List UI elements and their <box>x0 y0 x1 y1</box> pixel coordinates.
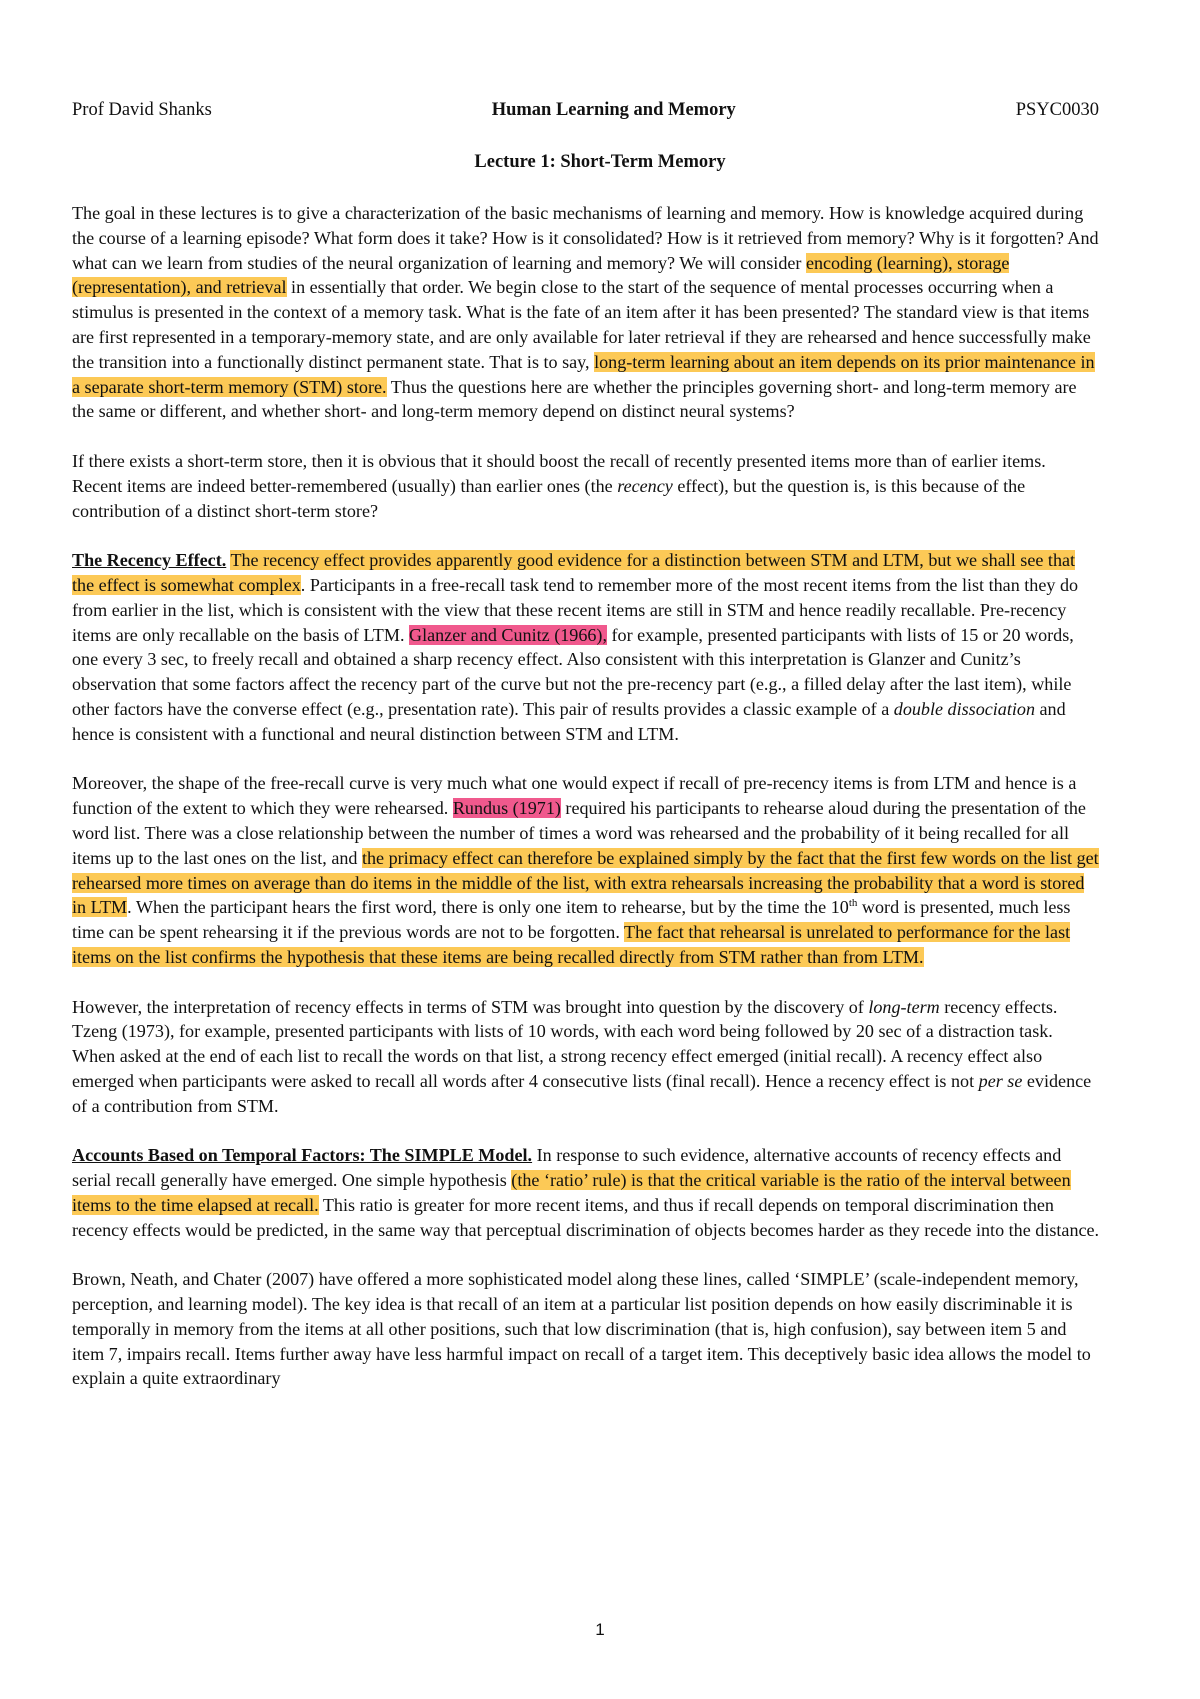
text-run: recency effects. Tzeng (1973), for example, presented participants with lists of 10 words, with each word being followed by 20 sec of a distraction task. When asked at the end of each list to recall the words on that list, a strong recency effect emerged (initial recall). A recency effect also emerged when participants were asked to recall all words after 4 consecutive lists (final recall). Hence a recency effect is not <box>72 996 1058 1091</box>
text-run: Thus the questions here are whether the principles governing short- and long-term memory are the same or different, and whether short- and long-term memory depend on distinct neural systems? <box>72 376 1077 422</box>
paragraph-intro <box>72 201 1100 424</box>
course-code: PSYC0030 <box>1015 100 1099 120</box>
highlighted-text: encoding (learning), storage (representation), and retrieval <box>72 252 1010 298</box>
superscript: th <box>848 897 858 910</box>
paragraph-short-term-store <box>72 449 1100 523</box>
highlighted-text: The fact that rehearsal is unrelated to performance for the last items on the list confirms the hypothesis that these items are being recalled directly from STM rather than from LTM. <box>72 922 1071 967</box>
paragraph-temporal-factors <box>72 1143 1100 1242</box>
paragraph-long-term-recency <box>72 995 1100 1119</box>
document-body <box>72 201 1100 1416</box>
text-run: required his participants to rehearse aloud during the presentation of the word list. There was a close relationship between the number of times a word was rehearsed and the probability of it being recalled for all items up to the last ones on the list, and <box>72 798 1086 868</box>
text-run: effect), but the question is, is this because of the contribution of a distinct short-term store? <box>72 475 1026 521</box>
italic-term: per se <box>978 1070 1023 1091</box>
text-run: evidence of a contribution from STM. <box>72 1070 1092 1116</box>
text-run: and hence is consistent with a functional and neural distinction between STM and LTM. <box>72 698 1066 744</box>
text-run: If there exists a short-term store, then it is obvious that it should boost the recall of recently presented items more than of earlier items. Recent items are indeed better-remembered (usually) than earlier ones (the <box>72 450 1046 496</box>
text-run: in essentially that order. We begin close to the start of the sequence of mental processes occurring when a stimulus is presented in the context of a memory task. What is the fate of an item after it has been presented? The standard view is that items are first represented in a temporary-memory state, and are only available for later retrieval if they are rehearsed and hence successfully make the transition into a functionally distinct permanent state. That is to say, <box>72 277 1091 372</box>
page-number: 1 <box>595 1620 605 1639</box>
course-title: Human Learning and Memory <box>491 100 736 120</box>
text-run: This ratio is greater for more recent items, and thus if recall depends on temporal discrimination then recency effects would be predicted, in the same way that perceptual discrimination of objects becomes harder as they recede into the distance. <box>72 1194 1100 1240</box>
text-run: The goal in these lectures is to give a characterization of the basic mechanisms of learning and memory. How is knowledge acquired during the course of a learning episode? What form does it take? How is it consolidated? How is it retrieved from memory? Why is it forgotten? And what can we learn from studies of the neural organization of learning and memory? We will consider <box>72 203 1099 273</box>
text-run: Brown, Neath, and Chater (2007) have offered a more sophisticated model along these lines, called ‘SIMPLE’ (scale-independent memory, perception, and learning model). The key idea is that recall of an item at a particular list position depends on how easily discriminable it is temporally in memory from the items at all other positions, such that low discrimination (that is, high confusion), say between item 5 and item 7, impairs recall. Items further away have less harmful impact on recall of a target item. This deceptively basic idea allows the model to explain a quite extraordinary <box>72 1269 1091 1389</box>
text-run: However, the interpretation of recency effects in terms of STM was brought into question by the discovery of <box>72 996 869 1017</box>
section-heading: The Recency Effect. <box>72 550 227 571</box>
reference-highlight: Rundus (1971) <box>452 798 561 819</box>
text-run: word is presented, much less time can be spent rehearsing it if the previous words are not to be forgotten. <box>72 897 1071 943</box>
lecture-title: Lecture 1: Short-Term Memory <box>474 152 726 172</box>
page-header <box>72 100 1099 121</box>
section-heading: Accounts Based on Temporal Factors: The SIMPLE Model. <box>72 1145 533 1166</box>
highlighted-text: long-term learning about an item depends on its prior maintenance in a separate short-term memory (STM) store. <box>72 351 1095 397</box>
reference-highlight: Glanzer and Cunitz (1966), <box>409 624 607 645</box>
highlighted-text: the primacy effect can therefore be explained simply by the fact that the first few words on the list get rehearsed more times on average than do items in the middle of the list, with extra rehearsals increasing the probability that a word is stored in LTM <box>72 847 1099 918</box>
paragraph-recency-effect <box>72 548 1100 746</box>
italic-term: recency <box>617 475 673 496</box>
text-run: . Participants in a free-recall task tend to remember more of the most recent items from the list than they do from earlier in the list, which is consistent with the view that these recent items are still in STM and hence readily recallable. Pre-recency items are only recallable on the basis of LTM. <box>72 574 1079 645</box>
italic-term: double dissociation <box>893 698 1035 719</box>
highlighted-text: The recency effect provides apparently good evidence for a distinction between STM and LTM, but we shall see that the effect is somewhat complex <box>72 550 1076 595</box>
text-run: Moreover, the shape of the free-recall curve is very much what one would expect if recall of pre-recency items is from LTM and hence is a function of the extent to which they were rehearsed. <box>72 773 1077 819</box>
highlighted-text: (the ‘ratio’ rule) is that the critical variable is the ratio of the interval between items to the time elapsed at recall. <box>72 1170 1071 1215</box>
text-run: In response to such evidence, alternative accounts of recency effects and serial recall generally have emerged. One simple hypothesis <box>72 1145 1062 1191</box>
text-run: . When the participant hears the first word, there is only one item to rehearse, but by the time the 10 <box>127 897 849 918</box>
paragraph-simple-model <box>72 1267 1100 1391</box>
paragraph-rehearsal <box>72 771 1100 969</box>
text-run: for example, presented participants with lists of 15 or 20 words, one every 3 sec, to freely recall and obtained a sharp recency effect. Also consistent with this interpretation is Glanzer and Cunitz’s observation that some factors affect the recency part of the curve but not the pre-recency part (e.g., a filled delay after the last item), while other factors have the converse effect (e.g., presentation rate). This pair of results provides a classic example of a <box>72 624 1074 719</box>
author-name: Prof David Shanks <box>72 100 212 120</box>
italic-term: long-term <box>868 996 940 1017</box>
